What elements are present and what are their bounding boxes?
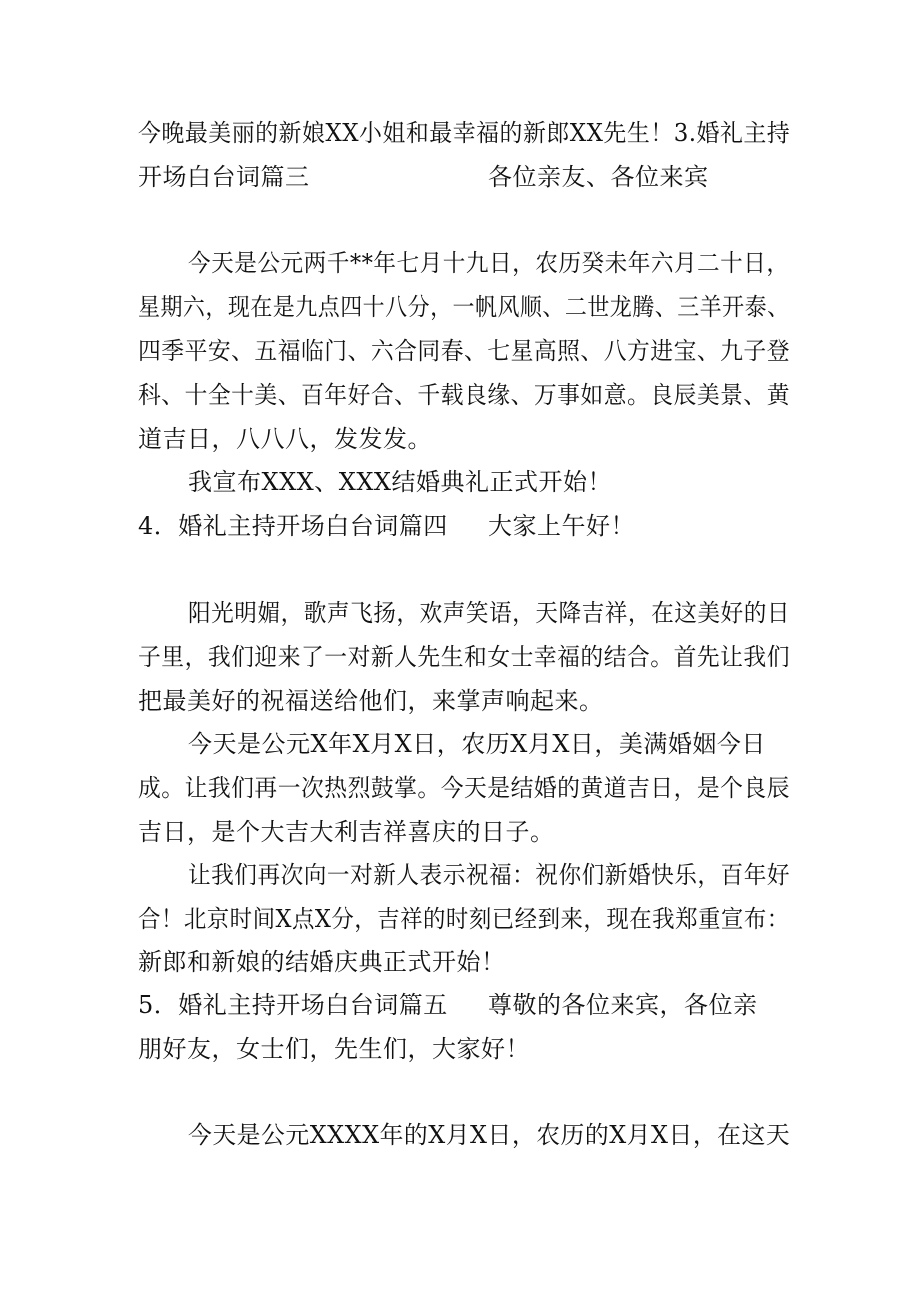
text-line: 子里，我们迎来了一对新人先生和女士幸福的结合。首先让我们 [138, 643, 790, 671]
text-line: 合！北京时间X点X分，吉祥的时刻已经到来，现在我郑重宣布： [138, 905, 790, 933]
text-line: 尊敬的各位来宾，各位亲 [488, 991, 758, 1019]
text-line: 星期六，现在是九点四十八分，一帆风顺、二世龙腾、三羊开泰、 [138, 293, 790, 321]
text-line: 我宣布XXX、XXX结婚典礼正式开始！ [188, 468, 613, 496]
text-line: 让我们再次向一对新人表示祝福：祝你们新婚快乐，百年好 [188, 861, 790, 889]
text-line: 阳光明媚，歌声飞扬，欢声笑语，天降吉祥，在这美好的日 [188, 599, 790, 627]
section-title: 4．婚礼主持开场白台词篇四 [138, 512, 448, 540]
text-line: 科、十全十美、百年好合、千载良缘、万事如意。良辰美景、黄 [138, 381, 790, 409]
text-line: 今天是公元X年X月X日，农历X月X日，美满婚姻今日 [188, 730, 766, 758]
text-line: 道吉日，八八八，发发发。 [138, 425, 432, 453]
text-line: 新郎和新娘的结婚庆典正式开始！ [138, 948, 506, 976]
text-line: 各位亲友、各位来宾 [488, 163, 709, 191]
section-title: 开场白台词篇三 [138, 163, 310, 191]
text-line: 把最美好的祝福送给他们，来掌声响起来。 [138, 687, 604, 715]
text-line: 四季平安、五福临门、六合同春、七星高照、八方进宝、九子登 [138, 337, 790, 365]
text-line: 今天是公元两千**年七月十九日，农历癸未年六月二十日， [188, 249, 790, 277]
text-line: 成。让我们再一次热烈鼓掌。今天是结婚的黄道吉日，是个良辰 [138, 774, 790, 802]
text-line: 吉日，是个大吉大利吉祥喜庆的日子。 [138, 818, 555, 846]
section-title: 5．婚礼主持开场白台词篇五 [138, 991, 448, 1019]
text-line: 大家上午好！ [488, 512, 635, 540]
text-line: 今晚最美丽的新娘XX小姐和最幸福的新郎XX先生！3.婚礼主持 [138, 119, 791, 147]
text-line: 今天是公元XXXX年的X月X日，农历的X月X日，在这天 [188, 1121, 791, 1149]
text-line: 朋好友，女士们，先生们，大家好！ [138, 1035, 530, 1063]
